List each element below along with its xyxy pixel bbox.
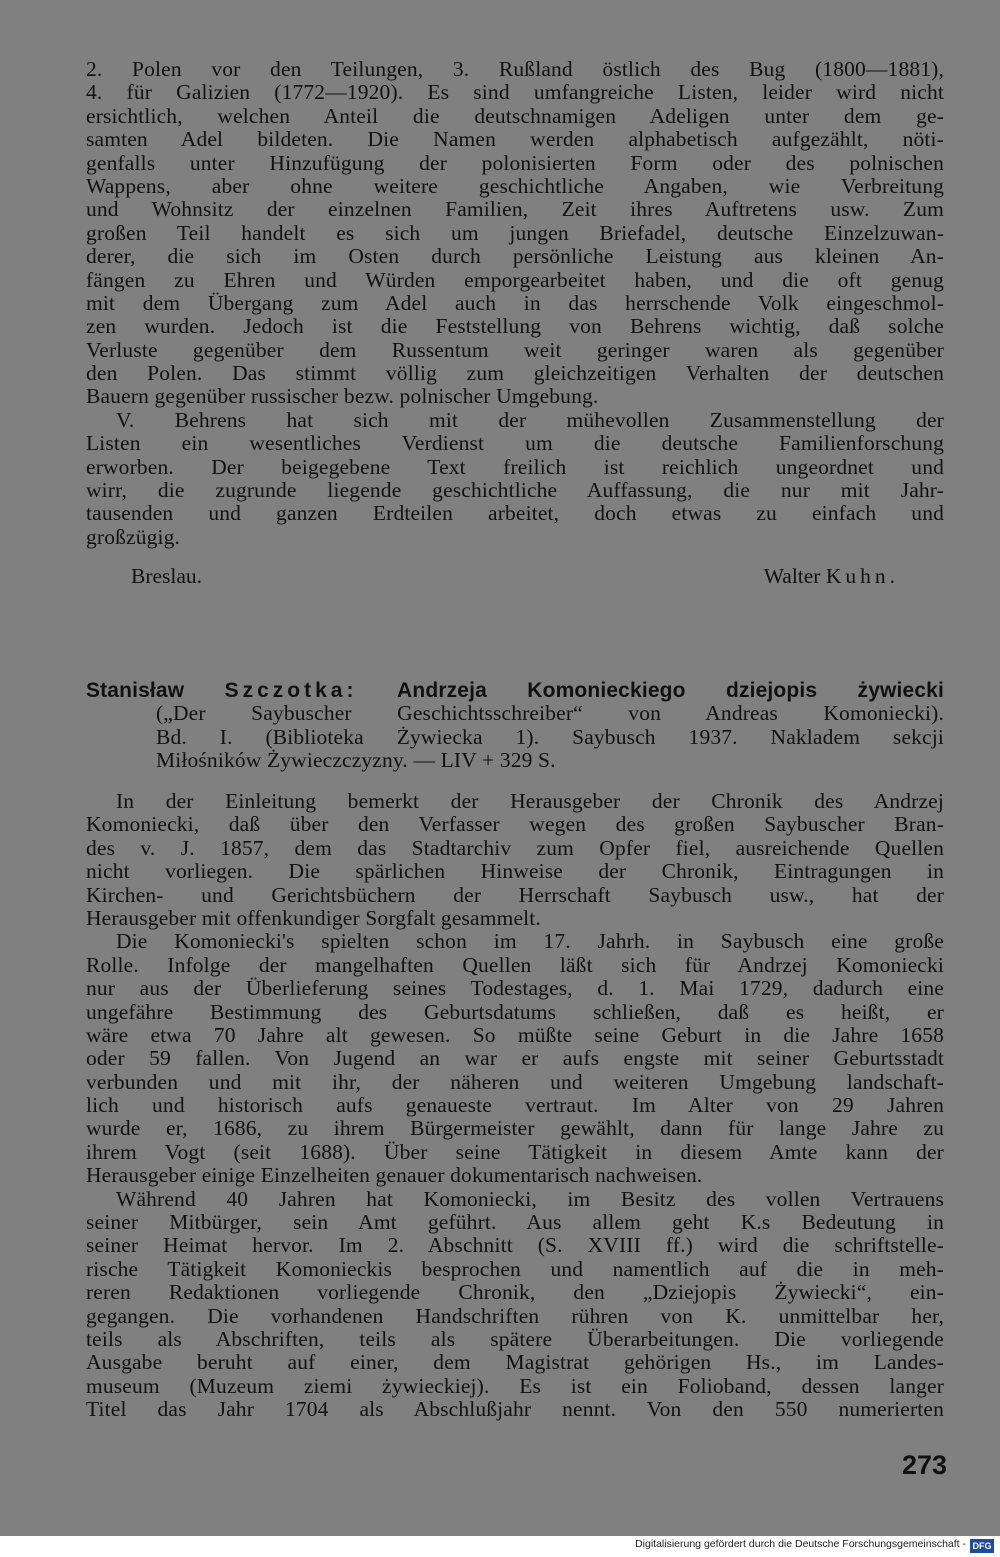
text-line: nicht vorliegen. Die spärlichen Hinweise der Chronik, Eintragungen in bbox=[86, 859, 944, 884]
text-line: oder 59 fallen. Von Jugend an war er aufs engste mit seiner Geburtsstadt bbox=[86, 1046, 944, 1071]
text-line: In der Einleitung bemerkt der Herausgeber der Chronik des Andrzej bbox=[116, 789, 944, 813]
bibliographic-line: Bd. I. (Biblioteka Żywiecka 1). Saybusch 1937. Nakladem sekcji bbox=[156, 724, 944, 749]
text-line: Rolle. Infolge der mangelhaften Quellen läßt sich für Andrzej Komoniecki bbox=[86, 952, 944, 977]
book-author-first: Stanisław bbox=[86, 679, 185, 702]
text-line: mit dem Übergang zum Adel auch in das herrschende Volk eingeschmol- bbox=[86, 290, 944, 315]
text-line: V. Behrens hat sich mit der mühevollen Zusammenstellung der bbox=[116, 407, 944, 432]
text-line: tausenden und ganzen Erdteilen arbeitet, doch etwas zu einfach und bbox=[86, 501, 944, 526]
text-line: wirr, die zugrunde liegende geschichtliche Auffassung, die nur mit Jahr- bbox=[86, 478, 944, 503]
text-line: Kirchen- und Gerichtsbüchern der Herrschaft Saybusch usw., hat der bbox=[86, 882, 944, 907]
book-author-last: Szczotka: bbox=[224, 679, 358, 702]
review-text-szczotka bbox=[86, 790, 944, 1422]
text-line: ungefähre Bestimmung des Geburtsdatums schließen, daß es heißt, er bbox=[86, 999, 944, 1024]
text-line: samten Adel bildeten. Die Namen werden alphabetisch aufgezählt, nöti- bbox=[86, 127, 944, 152]
text-line: seiner Heimat hervor. Im 2. Abschnitt (S. XVIII ff.) wird die schriftstelle- bbox=[86, 1233, 944, 1258]
text-line: ersichtlich, welchen Anteil die deutschnamigen Adeligen unter dem ge- bbox=[86, 103, 944, 128]
author-last-name: Kuhn. bbox=[825, 564, 899, 588]
text-line: Herausgeber einige Einzelheiten genauer dokumentarisch nachweisen. bbox=[86, 1163, 703, 1188]
text-line: großzügig. bbox=[86, 524, 181, 549]
text-line: verbunden und mit ihr, der näheren und weiteren Umgebung landschaft- bbox=[86, 1069, 944, 1094]
review-text-behrens bbox=[86, 58, 944, 549]
text-line: zen wurden. Jedoch ist die Feststellung von Behrens wichtig, daß solche bbox=[86, 314, 944, 339]
text-line: des v. J. 1857, dem das Stadtarchiv zum Opfer fiel, ausreichende Quellen bbox=[86, 835, 944, 860]
text-line: Während 40 Jahren hat Komoniecki, im Besitz des vollen Vertrauens bbox=[116, 1186, 944, 1211]
footer-credit: Digitalisierung gefördert durch die Deutsche Forschungsgemeinschaft - bbox=[635, 1538, 966, 1550]
text-line: fängen zu Ehren und Würden emporgearbeitet haben, und die oft genug bbox=[86, 267, 944, 292]
review-header-szczotka bbox=[86, 679, 944, 773]
text-line: museum (Muzeum ziemi żywieckiej). Es ist ein Folioband, dessen langer bbox=[86, 1373, 944, 1398]
text-line: ihrem Vogt (seit 1688). Über seine Tätigkeit in diesem Amte kann der bbox=[86, 1139, 944, 1164]
text-line: Komoniecki, daß über den Verfasser wegen des großen Saybuscher Bran- bbox=[86, 812, 944, 837]
text-line: Bauern gegenüber russischer bezw. polnischer Umgebung. bbox=[86, 384, 599, 409]
text-line: seiner Mitbürger, sein Amt geführt. Aus allem geht K.s Bedeutung in bbox=[86, 1210, 944, 1235]
text-line: wäre etwa 70 Jahre alt gewesen. So müßte seine Geburt in die Jahre 1658 bbox=[86, 1022, 944, 1047]
review-author bbox=[764, 564, 899, 589]
text-line: und Wohnsitz der einzelnen Familien, Zeit ihres Auftretens usw. Zum bbox=[86, 197, 944, 222]
text-line: gegangen. Die vorhandenen Handschriften rühren von K. unmittelbar her, bbox=[86, 1303, 944, 1328]
text-line: rische Tätigkeit Komonieckis besprochen und namentlich auf die in meh- bbox=[86, 1256, 944, 1281]
text-line: lich und historisch aufs genaueste vertraut. Im Alter von 29 Jahren bbox=[86, 1093, 944, 1118]
dfg-logo-icon: DFG bbox=[970, 1539, 994, 1553]
author-first-name: Walter bbox=[763, 564, 821, 588]
text-line: Verluste gegenüber dem Russentum weit geringer waren als gegenüber bbox=[86, 337, 944, 362]
book-title: Andrzeja Komonieckiego dziejopis żywiecki bbox=[397, 679, 944, 702]
text-line: Ausgabe beruht auf einer, dem Magistrat gehörigen Hs., im Landes- bbox=[86, 1350, 944, 1375]
text-line: 2. Polen vor den Teilungen, 3. Rußland östlich des Bug (1800—1881), bbox=[86, 57, 944, 81]
bibliographic-line: („Der Saybuscher Geschichtsschreiber“ von Andreas Komoniecki). bbox=[156, 701, 944, 726]
page-number: 273 bbox=[902, 1450, 948, 1480]
digitization-footer bbox=[0, 1536, 1000, 1557]
text-line: reren Redaktionen vorliegende Chronik, den „Dziejopis Żywiecki“, ein- bbox=[86, 1280, 944, 1305]
review-signature bbox=[131, 564, 899, 589]
text-line: Die Komoniecki's spielten schon im 17. Jahrh. in Saybusch eine große bbox=[116, 929, 944, 954]
review-title-line bbox=[86, 679, 944, 702]
text-line: Listen ein wesentliches Verdienst um die deutsche Familienforschung bbox=[86, 431, 944, 456]
text-line: den Polen. Das stimmt völlig zum gleichzeitigen Verhalten der deutschen bbox=[86, 361, 944, 386]
text-line: erworben. Der beigegebene Text freilich ist reichlich ungeordnet und bbox=[86, 454, 944, 479]
text-line: 4. für Galizien (1772—1920). Es sind umfangreiche Listen, leider wird nicht bbox=[86, 80, 944, 105]
text-line: wurde er, 1686, zu ihrem Bürgermeister gewählt, dann für lange Jahre zu bbox=[86, 1116, 944, 1141]
text-line: Wappens, aber ohne weitere geschichtliche Angaben, wie Verbreitung bbox=[86, 173, 944, 198]
text-line: teils als Abschriften, teils als spätere Überarbeitungen. Die vorliegende bbox=[86, 1326, 944, 1351]
text-line: Herausgeber mit offenkundiger Sorgfalt gesammelt. bbox=[86, 905, 541, 930]
review-place: Breslau. bbox=[131, 564, 203, 588]
text-line: Titel das Jahr 1704 als Abschlußjahr nennt. Von den 550 numerierten bbox=[86, 1397, 944, 1422]
text-line: großen Teil handelt es sich um jungen Briefadel, deutsche Einzelzuwan- bbox=[86, 220, 944, 245]
text-line: genfalls unter Hinzufügung der polonisierten Form oder des polnischen bbox=[86, 150, 944, 175]
text-line: derer, die sich im Osten durch persönliche Leistung aus kleinen An- bbox=[86, 244, 944, 269]
text-line: nur aus der Überlieferung seines Todestages, d. 1. Mai 1729, dadurch eine bbox=[86, 976, 944, 1001]
bibliographic-line: Miłośników Żywieczczyzny. — LIV + 329 S. bbox=[156, 748, 556, 773]
